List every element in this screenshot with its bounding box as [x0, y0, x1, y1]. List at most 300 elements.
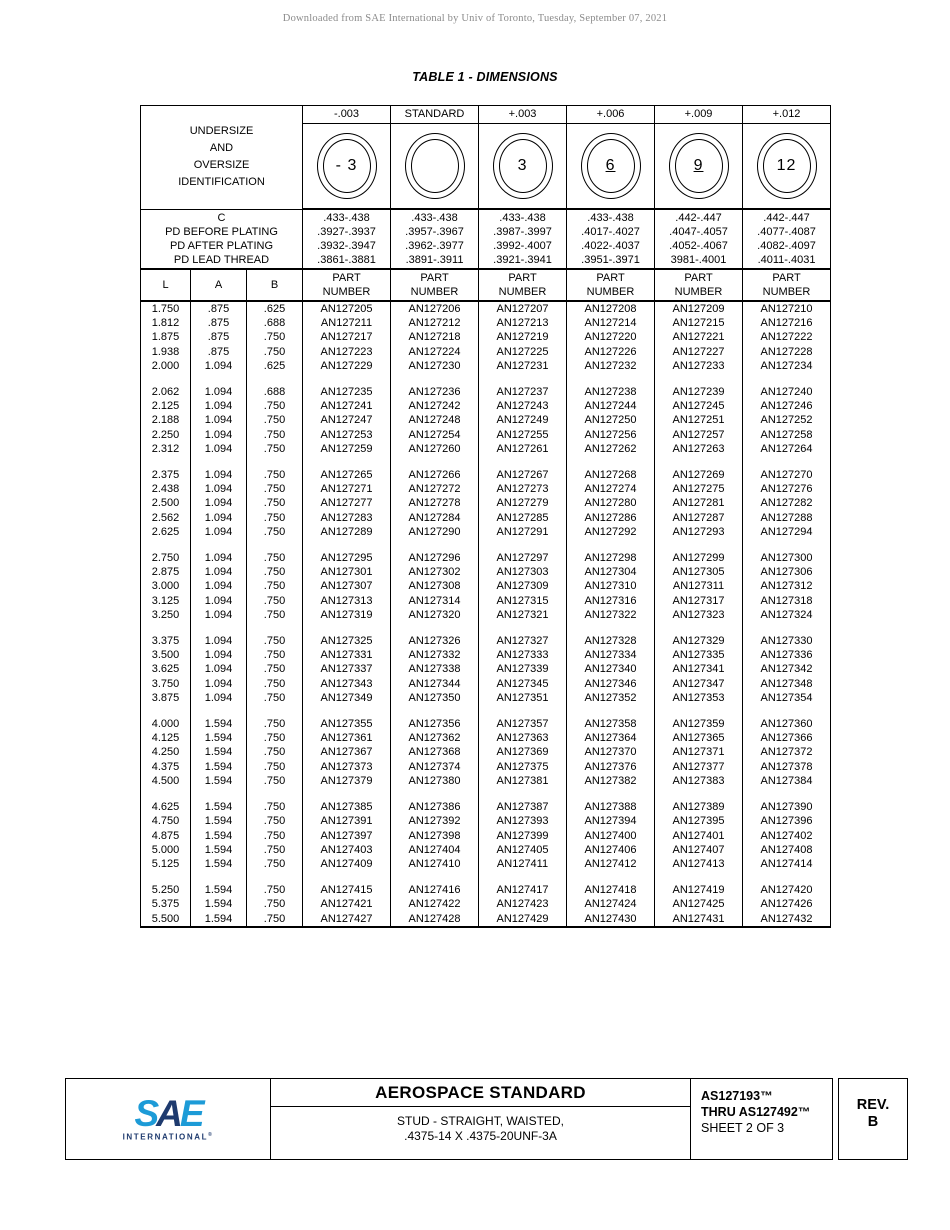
part-number-cell: AN127275 [655, 482, 743, 496]
spec-value-line: .3957-.3967 [405, 226, 464, 238]
part-number-cell: AN127394 [567, 814, 655, 828]
group-spacer-cell [191, 705, 247, 717]
dimension-cell: 1.594 [191, 774, 247, 788]
part-number-cell: AN127299 [655, 551, 743, 565]
spec-value-line: .4011-.4031 [757, 254, 816, 266]
part-number-cell: AN127360 [743, 717, 831, 731]
part-number-cell: AN127304 [567, 565, 655, 579]
dimension-cell: .875 [191, 301, 247, 316]
part-number-cell: AN127215 [655, 316, 743, 330]
table-row [141, 883, 831, 897]
part-number-cell: AN127406 [567, 843, 655, 857]
part-number-cell: AN127230 [391, 359, 479, 373]
tolerance-header-cell: +.006 [567, 106, 655, 124]
title-block-center [271, 1079, 691, 1159]
table-row [141, 731, 831, 745]
part-number-cell: AN127228 [743, 345, 831, 359]
part-number-cell: AN127310 [567, 579, 655, 593]
identification-label-line: AND [209, 142, 234, 155]
table-row [141, 774, 831, 788]
dimension-cell: 1.094 [191, 359, 247, 373]
part-number-cell: AN127238 [567, 385, 655, 399]
part-number-cell: AN127316 [567, 594, 655, 608]
dimension-cell: .750 [247, 760, 303, 774]
spec-value-line: .433-.438 [411, 212, 458, 224]
part-number-cell: AN127327 [479, 634, 567, 648]
part-number-cell: AN127319 [303, 608, 391, 622]
part-number-cell: AN127333 [479, 648, 567, 662]
dimension-cell: .750 [247, 857, 303, 871]
spec-value-line: .3992-.4007 [493, 240, 552, 252]
part-number-header-line: NUMBER [762, 286, 811, 298]
dimension-cell: .625 [247, 301, 303, 316]
group-spacer-row [141, 539, 831, 551]
part-number-cell: AN127430 [567, 912, 655, 927]
identification-circle-cell [391, 124, 479, 210]
part-number-cell: AN127405 [479, 843, 567, 857]
dimension-cell: 5.500 [141, 912, 191, 927]
part-number-cell: AN127307 [303, 579, 391, 593]
dimension-cell: .750 [247, 829, 303, 843]
part-number-cell: AN127222 [743, 330, 831, 344]
part-number-cell: AN127398 [391, 829, 479, 843]
dimension-cell: .750 [247, 413, 303, 427]
part-number-cell: AN127341 [655, 662, 743, 676]
dimension-cell: .750 [247, 731, 303, 745]
group-spacer-cell [141, 622, 191, 634]
group-spacer-row [141, 622, 831, 634]
dimension-cell: 1.594 [191, 897, 247, 911]
dimension-cell: 5.125 [141, 857, 191, 871]
part-number-cell: AN127314 [391, 594, 479, 608]
group-spacer-row [141, 456, 831, 468]
part-number-cell: AN127407 [655, 843, 743, 857]
part-number-cell: AN127279 [479, 496, 567, 510]
part-number-cell: AN127206 [391, 301, 479, 316]
part-number-cell: AN127404 [391, 843, 479, 857]
column-header-row [141, 269, 831, 301]
dimension-cell: .750 [247, 897, 303, 911]
part-number-cell: AN127410 [391, 857, 479, 871]
tolerance-header-cell: -.003 [303, 106, 391, 124]
part-number-cell: AN127267 [479, 468, 567, 482]
dimension-cell: 3.750 [141, 677, 191, 691]
part-number-cell: AN127350 [391, 691, 479, 705]
table-row [141, 551, 831, 565]
part-number-cell: AN127284 [391, 511, 479, 525]
dimension-cell: 2.125 [141, 399, 191, 413]
group-spacer-cell [479, 373, 567, 385]
part-number-column-header [391, 269, 479, 301]
part-number-cell: AN127373 [303, 760, 391, 774]
group-spacer-cell [567, 456, 655, 468]
download-watermark: Downloaded from SAE International by Univ of Toronto, Tuesday, September 07, 2021 [282, 13, 668, 24]
part-number-cell: AN127288 [743, 511, 831, 525]
id-circle-inner [411, 139, 459, 193]
doc-subtitle-line2: .4375-14 X .4375-20UNF-3A [404, 1129, 557, 1143]
part-number-cell: AN127292 [567, 525, 655, 539]
group-spacer-cell [743, 539, 831, 551]
dimension-cell: .750 [247, 442, 303, 456]
spec-value-line: .433-.438 [587, 212, 634, 224]
part-number-cell: AN127368 [391, 745, 479, 759]
dimension-cell: 1.094 [191, 579, 247, 593]
group-spacer-cell [141, 456, 191, 468]
title-block [65, 1078, 833, 1160]
group-spacer-cell [391, 456, 479, 468]
dimension-cell: 3.125 [141, 594, 191, 608]
id-circle-outer [669, 133, 729, 199]
part-number-cell: AN127375 [479, 760, 567, 774]
part-number-cell: AN127236 [391, 385, 479, 399]
dimension-cell: 2.500 [141, 496, 191, 510]
part-number-cell: AN127241 [303, 399, 391, 413]
group-spacer-cell [743, 705, 831, 717]
part-number-cell: AN127378 [743, 760, 831, 774]
part-number-cell: AN127211 [303, 316, 391, 330]
dimension-cell: 1.594 [191, 857, 247, 871]
group-spacer-cell [743, 871, 831, 883]
part-number-cell: AN127351 [479, 691, 567, 705]
dimension-cell: 1.094 [191, 496, 247, 510]
spec-row [141, 209, 831, 269]
part-number-cell: AN127321 [479, 608, 567, 622]
spec-value-line: .3927-.3937 [317, 226, 376, 238]
identification-circle-cell [303, 124, 391, 210]
part-number-cell: AN127308 [391, 579, 479, 593]
part-number-cell: AN127344 [391, 677, 479, 691]
part-number-cell: AN127335 [655, 648, 743, 662]
doc-number-line1: AS127193™ [701, 1089, 773, 1103]
part-number-cell: AN127252 [743, 413, 831, 427]
table-row [141, 442, 831, 456]
part-number-cell: AN127323 [655, 608, 743, 622]
dimension-cell: 3.500 [141, 648, 191, 662]
dimension-cell: .750 [247, 800, 303, 814]
group-spacer-cell [191, 871, 247, 883]
group-spacer-cell [247, 871, 303, 883]
spec-value-line: .442-.447 [763, 212, 810, 224]
part-number-cell: AN127311 [655, 579, 743, 593]
part-number-cell: AN127263 [655, 442, 743, 456]
dimension-cell: .688 [247, 385, 303, 399]
dimension-cell: 2.750 [141, 551, 191, 565]
group-spacer-cell [391, 539, 479, 551]
dimension-cell: 3.375 [141, 634, 191, 648]
dimension-cell: 1.094 [191, 662, 247, 676]
dim-column-header: L [141, 269, 191, 301]
part-number-cell: AN127255 [479, 428, 567, 442]
identification-circle-cell [743, 124, 831, 210]
part-number-cell: AN127256 [567, 428, 655, 442]
part-number-cell: AN127342 [743, 662, 831, 676]
group-spacer-cell [247, 622, 303, 634]
part-number-cell: AN127247 [303, 413, 391, 427]
table-row [141, 316, 831, 330]
part-number-cell: AN127391 [303, 814, 391, 828]
part-number-cell: AN127421 [303, 897, 391, 911]
group-spacer-cell [391, 373, 479, 385]
dimension-cell: 5.375 [141, 897, 191, 911]
dimension-cell: 1.094 [191, 385, 247, 399]
part-number-cell: AN127419 [655, 883, 743, 897]
spec-value-line: .433-.438 [323, 212, 370, 224]
group-spacer-cell [247, 373, 303, 385]
sheet-number: SHEET 2 OF 3 [701, 1121, 785, 1135]
part-number-column-header [479, 269, 567, 301]
part-number-cell: AN127295 [303, 551, 391, 565]
sae-logo [66, 1079, 271, 1159]
table-row [141, 662, 831, 676]
id-circle-mark: 9 [693, 157, 704, 174]
part-number-cell: AN127397 [303, 829, 391, 843]
spec-values-cell [743, 209, 831, 269]
part-number-cell: AN127278 [391, 496, 479, 510]
id-circle-mark: 12 [776, 157, 797, 174]
doc-number-cell [691, 1079, 832, 1159]
part-number-cell: AN127272 [391, 482, 479, 496]
dimension-cell: .750 [247, 608, 303, 622]
spec-value-line: .4022-.4037 [581, 240, 640, 252]
part-number-cell: AN127367 [303, 745, 391, 759]
table-row [141, 843, 831, 857]
table-row [141, 745, 831, 759]
table-row [141, 399, 831, 413]
group-spacer-cell [479, 788, 567, 800]
part-number-cell: AN127209 [655, 301, 743, 316]
rev-value: B [867, 1114, 879, 1130]
logo-letter-a: A [156, 1092, 180, 1134]
table-row [141, 428, 831, 442]
dimension-cell: .750 [247, 912, 303, 927]
dimension-cell: .750 [247, 482, 303, 496]
id-circle-inner [499, 139, 547, 193]
dimension-cell: .750 [247, 511, 303, 525]
dimension-cell: .875 [191, 330, 247, 344]
part-number-cell: AN127431 [655, 912, 743, 927]
part-number-cell: AN127320 [391, 608, 479, 622]
group-spacer-row [141, 705, 831, 717]
part-number-cell: AN127227 [655, 345, 743, 359]
group-spacer-cell [191, 373, 247, 385]
table-row [141, 760, 831, 774]
part-number-cell: AN127301 [303, 565, 391, 579]
dimension-cell: 1.094 [191, 413, 247, 427]
table-row [141, 648, 831, 662]
dimension-cell: .750 [247, 843, 303, 857]
table-row [141, 525, 831, 539]
dimension-cell: 1.094 [191, 428, 247, 442]
part-number-header-line: NUMBER [498, 286, 547, 298]
id-circle-inner [323, 139, 371, 193]
part-number-cell: AN127294 [743, 525, 831, 539]
part-number-cell: AN127239 [655, 385, 743, 399]
dimension-cell: 1.594 [191, 814, 247, 828]
group-spacer-cell [191, 456, 247, 468]
spec-label-line: PD LEAD THREAD [173, 253, 270, 266]
logo-letter-e: E [179, 1092, 202, 1134]
part-number-cell: AN127388 [567, 800, 655, 814]
spec-value-line: .4017-.4027 [581, 226, 640, 238]
dimension-cell: 1.750 [141, 301, 191, 316]
part-number-cell: AN127425 [655, 897, 743, 911]
part-number-cell: AN127371 [655, 745, 743, 759]
dimension-cell: 2.562 [141, 511, 191, 525]
id-circle-inner [763, 139, 811, 193]
dimension-cell: 3.875 [141, 691, 191, 705]
id-circle-outer [493, 133, 553, 199]
doc-number-line2: THRU AS127492™ [701, 1105, 811, 1119]
spec-value-line: .3921-.3941 [493, 254, 552, 266]
part-number-cell: AN127244 [567, 399, 655, 413]
spec-value-line: .4077-.4087 [757, 226, 816, 238]
spec-value-line: .442-.447 [675, 212, 722, 224]
group-spacer-cell [743, 788, 831, 800]
part-number-cell: AN127364 [567, 731, 655, 745]
part-number-cell: AN127352 [567, 691, 655, 705]
spec-value-line: .4052-.4067 [669, 240, 728, 252]
part-number-cell: AN127257 [655, 428, 743, 442]
dimension-cell: 2.875 [141, 565, 191, 579]
part-number-cell: AN127380 [391, 774, 479, 788]
group-spacer-cell [303, 871, 391, 883]
part-number-cell: AN127356 [391, 717, 479, 731]
dimension-cell: .750 [247, 774, 303, 788]
part-number-header-line: PART [772, 272, 801, 284]
group-spacer-cell [191, 788, 247, 800]
part-number-cell: AN127366 [743, 731, 831, 745]
dim-column-header: A [191, 269, 247, 301]
group-spacer-cell [479, 705, 567, 717]
spec-values-cell [391, 209, 479, 269]
part-number-cell: AN127240 [743, 385, 831, 399]
table-row [141, 800, 831, 814]
group-spacer-cell [191, 539, 247, 551]
dimension-cell: 1.938 [141, 345, 191, 359]
table-title: TABLE 1 - DIMENSIONS [412, 70, 558, 84]
part-number-cell: AN127393 [479, 814, 567, 828]
dim-column-header: B [247, 269, 303, 301]
part-number-cell: AN127385 [303, 800, 391, 814]
table-row [141, 330, 831, 344]
spec-values-cell [655, 209, 743, 269]
part-number-cell: AN127264 [743, 442, 831, 456]
part-number-cell: AN127217 [303, 330, 391, 344]
group-spacer-cell [391, 788, 479, 800]
part-number-cell: AN127282 [743, 496, 831, 510]
dimension-cell: .750 [247, 551, 303, 565]
dimension-cell: 1.594 [191, 829, 247, 843]
group-spacer-cell [655, 788, 743, 800]
spec-values-cell [567, 209, 655, 269]
dimension-cell: 1.594 [191, 912, 247, 927]
tolerance-header-row [141, 106, 831, 124]
part-number-cell: AN127237 [479, 385, 567, 399]
part-number-cell: AN127248 [391, 413, 479, 427]
part-number-cell: AN127224 [391, 345, 479, 359]
part-number-cell: AN127412 [567, 857, 655, 871]
part-number-cell: AN127276 [743, 482, 831, 496]
part-number-cell: AN127266 [391, 468, 479, 482]
dimension-cell: 1.594 [191, 760, 247, 774]
part-number-cell: AN127218 [391, 330, 479, 344]
group-spacer-cell [567, 871, 655, 883]
group-spacer-cell [567, 788, 655, 800]
part-number-column-header [567, 269, 655, 301]
identification-circle-cell [479, 124, 567, 210]
part-number-cell: AN127212 [391, 316, 479, 330]
part-number-cell: AN127259 [303, 442, 391, 456]
dimension-cell: 2.188 [141, 413, 191, 427]
dimension-cell: 4.250 [141, 745, 191, 759]
part-number-cell: AN127422 [391, 897, 479, 911]
group-spacer-cell [391, 705, 479, 717]
part-number-cell: AN127392 [391, 814, 479, 828]
dimension-cell: 5.000 [141, 843, 191, 857]
part-number-cell: AN127298 [567, 551, 655, 565]
id-circle-mark: - 3 [335, 157, 358, 174]
dimension-cell: .750 [247, 428, 303, 442]
group-spacer-cell [567, 705, 655, 717]
part-number-cell: AN127297 [479, 551, 567, 565]
part-number-cell: AN127417 [479, 883, 567, 897]
dimension-cell: .750 [247, 717, 303, 731]
part-number-cell: AN127281 [655, 496, 743, 510]
part-number-column-header [303, 269, 391, 301]
group-spacer-cell [567, 373, 655, 385]
group-spacer-cell [655, 456, 743, 468]
table-row [141, 579, 831, 593]
part-number-cell: AN127274 [567, 482, 655, 496]
dimension-cell: 1.875 [141, 330, 191, 344]
table-row [141, 912, 831, 927]
id-circle-outer [405, 133, 465, 199]
dimension-cell: 1.094 [191, 525, 247, 539]
identification-label-line: OVERSIZE [193, 159, 250, 172]
dimension-cell: 1.594 [191, 717, 247, 731]
dimension-cell: .750 [247, 330, 303, 344]
part-number-cell: AN127322 [567, 608, 655, 622]
id-circle-mark: 3 [517, 157, 528, 174]
part-number-cell: AN127300 [743, 551, 831, 565]
part-number-cell: AN127384 [743, 774, 831, 788]
part-number-cell: AN127395 [655, 814, 743, 828]
dimension-cell: 4.625 [141, 800, 191, 814]
part-number-column-header [655, 269, 743, 301]
part-number-cell: AN127270 [743, 468, 831, 482]
part-number-cell: AN127219 [479, 330, 567, 344]
spec-value-line: 3981-.4001 [670, 254, 727, 266]
part-number-cell: AN127249 [479, 413, 567, 427]
dimension-cell: 2.375 [141, 468, 191, 482]
group-spacer-cell [655, 705, 743, 717]
group-spacer-cell [567, 622, 655, 634]
dimension-cell: .750 [247, 399, 303, 413]
part-number-cell: AN127216 [743, 316, 831, 330]
group-spacer-cell [567, 539, 655, 551]
part-number-cell: AN127401 [655, 829, 743, 843]
part-number-cell: AN127234 [743, 359, 831, 373]
part-number-cell: AN127265 [303, 468, 391, 482]
part-number-cell: AN127262 [567, 442, 655, 456]
part-number-cell: AN127296 [391, 551, 479, 565]
tolerance-header-cell: +.003 [479, 106, 567, 124]
part-number-cell: AN127328 [567, 634, 655, 648]
part-number-cell: AN127339 [479, 662, 567, 676]
dimension-cell: 1.094 [191, 677, 247, 691]
group-spacer-cell [655, 373, 743, 385]
doc-subtitle [271, 1107, 690, 1144]
